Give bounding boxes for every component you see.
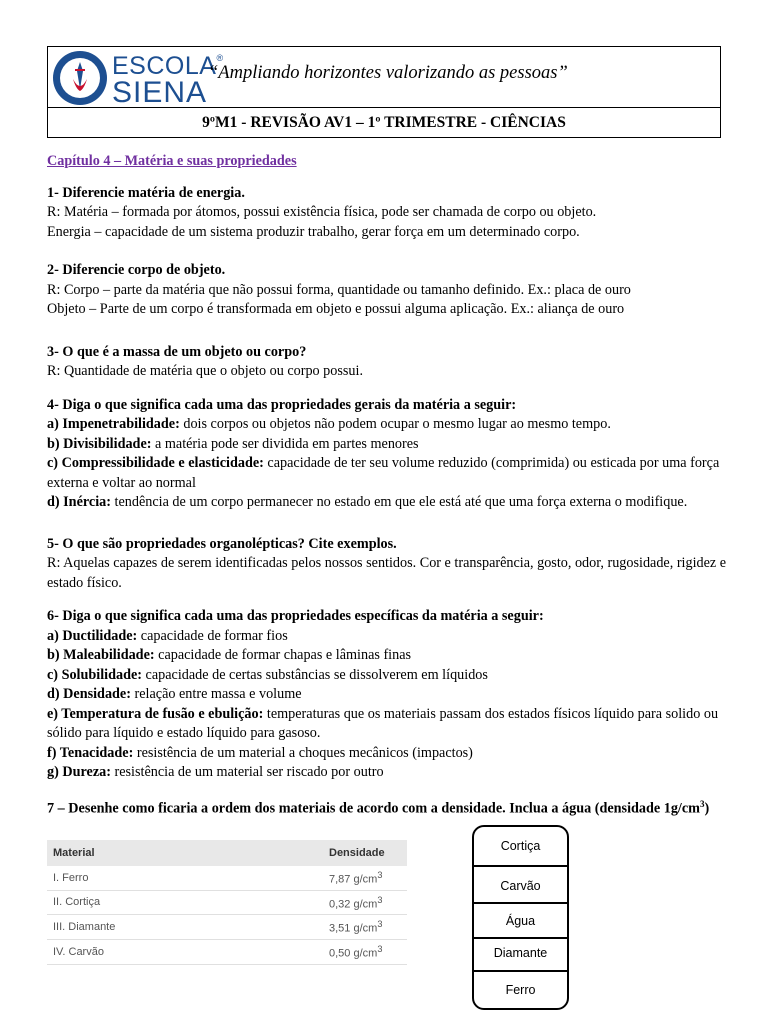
stack-layer-label: Água <box>505 914 536 928</box>
question-1-answer-line: Energia – capacidade de um sistema produzir trabalho, gerar força em um determinado corpo. <box>47 223 580 240</box>
density-value: 0,50 g/cm <box>329 947 378 960</box>
column-header: Densidade <box>323 840 407 866</box>
question-4-title: 4- Diga o que significa cada uma das propriedades gerais da matéria a seguir: <box>47 396 517 413</box>
question-6 <box>47 607 727 783</box>
item-text: temperaturas que os materiais passam dos estados físicos líquido para solido ou sólido para líquido e estado líquido para gasoso. <box>47 705 719 741</box>
question-6-item <box>47 646 727 666</box>
question-6-item <box>47 627 727 647</box>
stack-divider <box>474 937 567 939</box>
document-header <box>47 46 721 138</box>
question-6-item <box>47 744 727 764</box>
school-name <box>112 54 224 108</box>
question-6-title: 6- Diga o que significa cada uma das propriedades específicas da matéria a seguir: <box>47 608 544 624</box>
density-cell <box>323 939 407 964</box>
stack-layer-label: Diamante <box>493 946 548 960</box>
table-row <box>47 866 407 890</box>
question-6-item <box>47 705 727 744</box>
question-2-title: 2- Diferencie corpo de objeto. <box>47 262 226 278</box>
density-cell <box>323 915 407 940</box>
density-unit-sup: 3 <box>377 894 383 905</box>
slogan: “Ampliando horizontes valorizando as pessoas” <box>208 63 568 83</box>
stack-divider <box>474 902 567 904</box>
main-content <box>47 152 727 819</box>
item-term: a) Ductilidade: <box>47 627 138 644</box>
table-row <box>47 915 407 940</box>
school-logo-icon <box>51 49 109 107</box>
density-value: 7,87 g/cm <box>329 873 378 886</box>
question-2 <box>47 261 727 320</box>
item-term: d) Densidade: <box>47 686 131 702</box>
density-unit-sup: 3 <box>377 919 383 930</box>
item-text: capacidade de certas substâncias se dissolverem em líquidos <box>142 666 488 683</box>
question-7-title-text: 7 – Desenhe como ficaria a ordem dos materiais de acordo com a densidade. Inclua a água (densidade 1g/cm <box>47 800 700 817</box>
school-name-line1: ESCOLA <box>112 52 217 80</box>
material-cell: I. Ferro <box>47 866 323 890</box>
density-unit-sup: 3 <box>377 870 383 880</box>
item-text: a matéria pode ser dividida em partes menores <box>151 435 419 452</box>
question-5 <box>47 535 727 594</box>
question-3-title: 3- O que é a massa de um objeto ou corpo? <box>47 343 307 360</box>
header-top-row <box>48 47 720 108</box>
item-term: b) Divisibilidade: <box>47 435 152 452</box>
density-cell <box>323 890 407 915</box>
item-term: d) Inércia: <box>47 494 111 510</box>
stack-divider <box>474 970 567 972</box>
question-6-item <box>47 685 727 705</box>
item-text: dois corpos ou objetos não podem ocupar o mesmo lugar ao mesmo tempo. <box>179 416 611 432</box>
question-5-title: 5- O que são propriedades organolépticas? Cite exemplos. <box>47 535 397 552</box>
item-term: b) Maleabilidade: <box>47 647 155 663</box>
density-value: 0,32 g/cm <box>329 898 378 911</box>
density-value: 3,51 g/cm <box>329 922 378 935</box>
question-1-answer-line: R: Matéria – formada por átomos, possui existência física, pode ser chamada de corpo ou objeto. <box>47 204 597 220</box>
item-text: resistência de um material ser riscado por outro <box>110 764 384 780</box>
density-table <box>47 840 407 965</box>
item-text: tendência de um corpo permanecer no estado em que ele está até que uma força externa o modifique. <box>110 494 688 510</box>
question-6-item <box>47 666 727 686</box>
item-term: c) Compressibilidade e elasticidade: <box>47 455 264 471</box>
table-row <box>47 939 407 964</box>
material-cell: II. Cortiça <box>47 890 323 915</box>
item-text: capacidade de ter seu volume reduzido (comprimida) ou esticada por uma força externa e voltar ao normal <box>47 455 720 491</box>
stack-layer-label: Carvão <box>500 879 541 893</box>
stack-divider <box>474 865 567 867</box>
registered-mark: ® <box>216 53 224 63</box>
stack-layer-label: Cortiça <box>500 839 541 853</box>
column-header: Material <box>47 840 323 866</box>
question-4 <box>47 396 727 513</box>
question-3 <box>47 343 727 382</box>
question-2-answer-line: Objeto – Parte de um corpo é transformada em objeto e possui alguma aplicação. Ex.: aliança de ouro <box>47 301 625 317</box>
question-7-title <box>47 795 727 819</box>
item-term: a) Impenetrabilidade: <box>47 416 180 432</box>
question-4-item <box>47 454 727 493</box>
question-4-item <box>47 493 727 513</box>
table-row <box>47 890 407 915</box>
density-cell <box>323 866 407 890</box>
question-1 <box>47 184 727 243</box>
question-4-item <box>47 435 727 455</box>
question-4-item <box>47 415 727 435</box>
item-term: g) Dureza: <box>47 764 111 780</box>
chapter-title: Capítulo 4 – Matéria e suas propriedades <box>47 153 297 169</box>
question-7 <box>47 795 727 819</box>
item-text: capacidade de formar fios <box>137 627 288 644</box>
question-7-title-end: ) <box>704 800 710 817</box>
material-cell: IV. Carvão <box>47 939 323 964</box>
page-title: 9ºM1 - REVISÃO AV1 – 1º TRIMESTRE - CIÊNCIAS <box>202 114 566 131</box>
density-order-drawing <box>472 825 569 1010</box>
table-header-row <box>47 840 407 866</box>
item-term: e) Temperatura de fusão e ebulição: <box>47 705 264 722</box>
school-name-line2: SIENA <box>112 76 208 109</box>
item-text: relação entre massa e volume <box>130 686 302 702</box>
question-1-title: 1- Diferencie matéria de energia. <box>47 184 245 201</box>
item-term: c) Solubilidade: <box>47 666 142 683</box>
density-unit-sup: 3 <box>377 943 383 954</box>
question-6-item <box>47 763 727 783</box>
question-2-answer-line: R: Corpo – parte da matéria que não possui forma, quantidade ou tamanho definido. Ex.: placa de ouro <box>47 281 631 298</box>
stack-layer-label: Ferro <box>505 983 536 997</box>
item-term: f) Tenacidade: <box>47 744 134 761</box>
item-text: capacidade de formar chapas e lâminas finas <box>154 647 412 663</box>
material-cell: III. Diamante <box>47 915 323 940</box>
question-5-answer: R: Aquelas capazes de serem identificadas pelos nossos sentidos. Cor e transparência, gosto, odor, rugosidade, rigidez e estado físico. <box>47 555 727 591</box>
question-3-answer: R: Quantidade de matéria que o objeto ou corpo possui. <box>47 363 363 379</box>
item-text: resistência de um material a choques mecânicos (impactos) <box>133 744 473 761</box>
question-7-title-sup: 3 <box>700 798 705 809</box>
